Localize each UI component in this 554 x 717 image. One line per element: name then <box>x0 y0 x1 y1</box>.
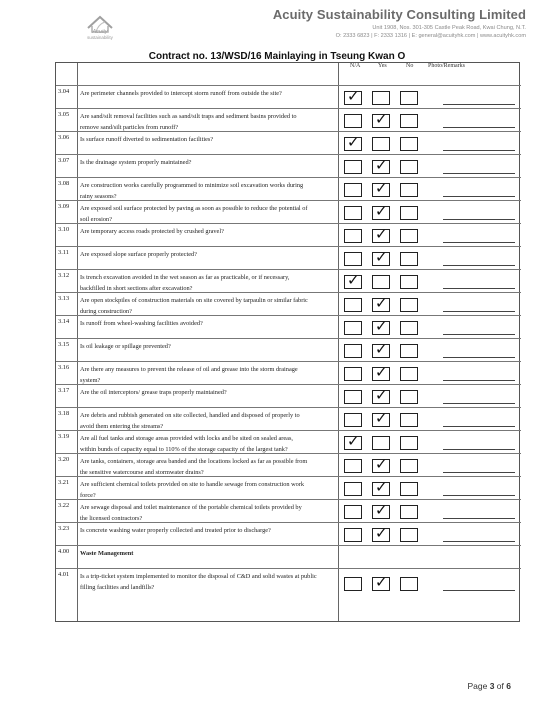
checklist-row <box>56 522 521 545</box>
checklist-row <box>56 568 521 597</box>
remarks-line[interactable] <box>443 219 515 220</box>
checkbox-no[interactable] <box>400 229 418 243</box>
item-number: 3.21 <box>58 479 70 486</box>
check-mark-icon: ✓ <box>375 340 388 358</box>
checklist-row <box>56 315 521 338</box>
checklist-row <box>56 430 521 453</box>
item-number: 3.22 <box>58 502 70 509</box>
remarks-line[interactable] <box>443 196 515 197</box>
remarks-line[interactable] <box>443 334 515 335</box>
checklist-row <box>56 223 521 246</box>
checklist-row <box>56 476 521 499</box>
checkbox-na[interactable] <box>344 252 362 266</box>
company-name: Acuity Sustainability Consulting Limited <box>272 7 526 22</box>
question-line: soil erosion? <box>80 216 113 223</box>
checkbox-yes[interactable] <box>372 436 390 450</box>
item-question <box>80 226 345 237</box>
checkbox-no[interactable] <box>400 183 418 197</box>
question-line: Is runoff from wheel-washing facilities avoided? <box>80 320 203 327</box>
page-current: 3 <box>489 681 495 691</box>
check-mark-icon: ✓ <box>375 179 388 197</box>
checkbox-yes[interactable] <box>372 275 390 289</box>
check-mark-icon: ✓ <box>375 455 388 473</box>
check-mark-icon: ✓ <box>375 110 388 128</box>
checkbox-na[interactable] <box>344 298 362 312</box>
item-question <box>80 272 345 294</box>
item-number: 3.23 <box>58 525 70 532</box>
question-line: Are tanks, containers, storage area banded and the locations locked as far as possible from <box>80 458 308 465</box>
question-line: Are the oil interceptors/ grease traps properly maintained? <box>80 389 227 396</box>
item-number: 3.05 <box>58 111 70 118</box>
checkbox-na[interactable] <box>344 133 362 151</box>
remarks-line[interactable] <box>443 288 515 289</box>
checklist-row <box>56 108 521 131</box>
checkbox-no[interactable] <box>400 482 418 496</box>
checklist-row <box>56 154 521 177</box>
question-line: the sensitive watercourse and stormwater drains? <box>80 469 204 476</box>
checkbox-na[interactable] <box>344 87 362 105</box>
checkbox-na[interactable] <box>344 367 362 381</box>
address-line-1: Unit 1908, Nos. 301-305 Castle Peak Road, Kwai Chung, N.T. <box>372 25 526 31</box>
item-number: 3.16 <box>58 364 70 371</box>
checkbox-no[interactable] <box>400 206 418 220</box>
question-line: Is a trip-ticket system implemented to monitor the disposal of C&D and solid wastes at public <box>80 573 317 580</box>
question-line: Are sufficient chemical toilets provided on site to handle sewage from construction work <box>80 481 305 488</box>
page-of-label: of <box>496 681 504 691</box>
question-line: Are sand/silt removal facilities such as sand/silt traps and sediment basins provided to <box>80 113 297 120</box>
check-mark-icon: ✓ <box>375 294 388 312</box>
checklist-row <box>56 246 521 269</box>
question-line: Is the drainage system properly maintained? <box>80 159 192 166</box>
question-line: during construction? <box>80 308 132 315</box>
check-mark-icon: ✓ <box>347 87 360 105</box>
checkbox-yes[interactable] <box>372 294 390 312</box>
checkbox-yes[interactable] <box>372 156 390 174</box>
item-question <box>80 387 345 398</box>
company-address <box>336 24 526 40</box>
remarks-line[interactable] <box>443 590 515 591</box>
letterhead <box>0 0 554 46</box>
item-number: 3.13 <box>58 295 70 302</box>
item-number: 3.20 <box>58 456 70 463</box>
checkbox-no[interactable] <box>400 252 418 266</box>
checkbox-yes[interactable] <box>372 478 390 496</box>
question-line: Are sewage disposal and toilet maintenance of the portable chemical toilets provided by <box>80 504 302 511</box>
question-line: filling facilities and landfills? <box>80 584 155 591</box>
check-mark-icon: ✓ <box>347 432 360 450</box>
checkbox-na[interactable] <box>344 344 362 358</box>
item-question <box>80 571 345 593</box>
page-total: 6 <box>506 681 511 691</box>
checkbox-no[interactable] <box>400 344 418 358</box>
address-line-2: O: 2333 6823 | F: 2333 1316 | E: general@acuityhk.com | www.acuityhk.com <box>335 33 526 39</box>
checkbox-no[interactable] <box>400 367 418 381</box>
checkbox-na[interactable] <box>344 432 362 450</box>
column-header-remarks: Photo/Remarks <box>428 63 465 69</box>
question-line: Waste Management <box>80 550 134 557</box>
item-question <box>80 479 345 501</box>
item-question <box>80 249 345 260</box>
checkbox-yes[interactable] <box>372 386 390 404</box>
remarks-line[interactable] <box>443 357 515 358</box>
checkbox-no[interactable] <box>400 275 418 289</box>
checkbox-no[interactable] <box>400 459 418 473</box>
checkbox-na[interactable] <box>344 390 362 404</box>
checkbox-no[interactable] <box>400 91 418 105</box>
item-number: 3.14 <box>58 318 70 325</box>
checkbox-no[interactable] <box>400 436 418 450</box>
item-question <box>80 456 345 478</box>
remarks-line[interactable] <box>443 541 515 542</box>
item-number: 3.09 <box>58 203 70 210</box>
checkbox-na[interactable] <box>344 321 362 335</box>
checkbox-yes[interactable] <box>372 179 390 197</box>
item-question <box>80 525 345 536</box>
item-number: 3.11 <box>58 249 69 256</box>
remarks-line[interactable] <box>443 150 515 151</box>
checkbox-no[interactable] <box>400 298 418 312</box>
section-heading <box>80 548 345 559</box>
question-line: rainy seasons? <box>80 193 117 200</box>
checkbox-na[interactable] <box>344 271 362 289</box>
checklist-row <box>56 85 521 108</box>
item-question <box>80 203 345 225</box>
checkbox-yes[interactable] <box>372 137 390 151</box>
checkbox-yes[interactable] <box>372 340 390 358</box>
check-mark-icon: ✓ <box>375 202 388 220</box>
item-question <box>80 180 345 202</box>
remarks-line[interactable] <box>443 104 515 105</box>
logo-text <box>78 30 122 40</box>
check-mark-icon: ✓ <box>375 317 388 335</box>
remarks-line[interactable] <box>443 242 515 243</box>
checkbox-na[interactable] <box>344 528 362 542</box>
checkbox-no[interactable] <box>400 321 418 335</box>
checkbox-na[interactable] <box>344 206 362 220</box>
remarks-line[interactable] <box>443 403 515 404</box>
logo-subtext: sustainability <box>87 35 113 40</box>
remarks-line[interactable] <box>443 426 515 427</box>
checkbox-yes[interactable] <box>372 202 390 220</box>
question-line: Are perimeter channels provided to intercept storm runoff from outside the site? <box>80 90 282 97</box>
item-question <box>80 502 345 524</box>
checklist-row <box>56 131 521 154</box>
item-question <box>80 341 345 352</box>
page-label: Page <box>467 681 488 691</box>
remarks-line[interactable] <box>443 311 515 312</box>
question-line: Is trench excavation avoided in the wet season as far as practicable, or if necessary, <box>80 274 290 281</box>
question-line: Are exposed soil surface protected by paving as soon as possible to reduce the potential of <box>80 205 308 212</box>
check-mark-icon: ✓ <box>375 386 388 404</box>
column-header-na: N/A <box>350 63 361 69</box>
check-mark-icon: ✓ <box>375 156 388 174</box>
checkbox-yes[interactable] <box>372 524 390 542</box>
check-mark-icon: ✓ <box>375 524 388 542</box>
question-line: Are construction works carefully programmed to minimize soil excavation works during <box>80 182 304 189</box>
item-question <box>80 433 345 455</box>
checklist-row <box>56 338 521 361</box>
checkbox-na[interactable] <box>344 413 362 427</box>
checkbox-yes[interactable] <box>372 455 390 473</box>
check-mark-icon: ✓ <box>375 573 388 591</box>
checkbox-yes[interactable] <box>372 248 390 266</box>
remarks-line[interactable] <box>443 495 515 496</box>
item-question <box>80 318 345 329</box>
question-line: Is concrete washing water properly collected and treated prior to discharge? <box>80 527 271 534</box>
item-question <box>80 88 345 99</box>
remarks-line[interactable] <box>443 173 515 174</box>
column-header-yes: Yes <box>378 63 387 69</box>
question-line: backfilled in short sections after excavation? <box>80 285 193 292</box>
checkbox-na[interactable] <box>344 459 362 473</box>
checkbox-na[interactable] <box>344 229 362 243</box>
page-number <box>467 681 511 691</box>
checkbox-no[interactable] <box>400 114 418 128</box>
question-line: Is surface runoff diverted to sedimentation facilities? <box>80 136 214 143</box>
question-line: Are open stockpiles of construction materials on site covered by tarpaulin or similar fabric <box>80 297 308 304</box>
item-number: 3.08 <box>58 180 70 187</box>
question-line: Are temporary access roads protected by crushed gravel? <box>80 228 224 235</box>
item-question <box>80 157 345 168</box>
checkbox-na[interactable] <box>344 183 362 197</box>
checkbox-no[interactable] <box>400 413 418 427</box>
checkbox-na[interactable] <box>344 114 362 128</box>
item-number: 3.12 <box>58 272 70 279</box>
item-number: 3.10 <box>58 226 70 233</box>
item-number: 3.06 <box>58 134 70 141</box>
question-line: Is oil leakage or spillage prevented? <box>80 343 171 350</box>
checklist-row <box>56 361 521 384</box>
checkbox-yes[interactable] <box>372 501 390 519</box>
logo-name: Acuity <box>92 29 108 35</box>
item-question <box>80 295 345 317</box>
item-question <box>80 111 345 133</box>
remarks-line[interactable] <box>443 449 515 450</box>
item-number: 3.19 <box>58 433 70 440</box>
checkbox-yes[interactable] <box>372 317 390 335</box>
checklist-row <box>56 407 521 430</box>
remarks-line[interactable] <box>443 265 515 266</box>
remarks-line[interactable] <box>443 472 515 473</box>
check-mark-icon: ✓ <box>375 248 388 266</box>
question-line: remove sand/silt particles from runoff? <box>80 124 179 131</box>
item-number: 3.18 <box>58 410 70 417</box>
check-mark-icon: ✓ <box>375 501 388 519</box>
contract-title: Contract no. 13/WSD/16 Mainlaying in Tseung Kwan O <box>148 51 406 62</box>
check-mark-icon: ✓ <box>375 478 388 496</box>
checkbox-no[interactable] <box>400 137 418 151</box>
checklist-row <box>56 200 521 223</box>
question-line: within bunds of capacity equal to 110% of the storage capacity of the largest tank? <box>80 446 288 453</box>
question-line: Are debris and rubbish generated on site collected, handled and disposed of properly to <box>80 412 300 419</box>
remarks-line[interactable] <box>443 518 515 519</box>
checklist-row <box>56 269 521 292</box>
checklist-row <box>56 384 521 407</box>
checkbox-na[interactable] <box>344 160 362 174</box>
checkbox-no[interactable] <box>400 577 418 591</box>
check-mark-icon: ✓ <box>375 409 388 427</box>
checklist-row <box>56 292 521 315</box>
checkbox-no[interactable] <box>400 160 418 174</box>
item-question <box>80 134 345 145</box>
question-line: Are all fuel tanks and storage areas provided with locks and be sited on sealed areas, <box>80 435 293 442</box>
item-number: 4.01 <box>58 571 70 578</box>
item-number: 3.17 <box>58 387 70 394</box>
checkbox-no[interactable] <box>400 505 418 519</box>
question-line: the licensed contractors? <box>80 515 143 522</box>
item-number: 3.07 <box>58 157 70 164</box>
remarks-line[interactable] <box>443 127 515 128</box>
checklist-row <box>56 177 521 200</box>
item-question <box>80 410 345 432</box>
check-mark-icon: ✓ <box>375 363 388 381</box>
checkbox-yes[interactable] <box>372 409 390 427</box>
column-header-no: No <box>406 63 414 69</box>
checkbox-na[interactable] <box>344 482 362 496</box>
question-line: force? <box>80 492 96 499</box>
question-line: avoid them entering the streams? <box>80 423 164 430</box>
item-number: 4.00 <box>58 548 70 555</box>
checkbox-no[interactable] <box>400 528 418 542</box>
check-mark-icon: ✓ <box>347 133 360 151</box>
check-mark-icon: ✓ <box>375 225 388 243</box>
checkbox-yes[interactable] <box>372 573 390 591</box>
item-question <box>80 364 345 386</box>
check-mark-icon: ✓ <box>347 271 360 289</box>
checkbox-yes[interactable] <box>372 225 390 243</box>
checkbox-na[interactable] <box>344 505 362 519</box>
checklist-row <box>56 453 521 476</box>
question-line: Are there any measures to prevent the release of oil and grease into the storm drainage <box>80 366 298 373</box>
checklist-table <box>55 62 520 622</box>
question-line: system? <box>80 377 101 384</box>
checkbox-na[interactable] <box>344 577 362 591</box>
checklist-row <box>56 545 521 568</box>
checklist-row <box>56 499 521 522</box>
checkbox-yes[interactable] <box>372 91 390 105</box>
checkbox-no[interactable] <box>400 390 418 404</box>
question-line: Are exposed slope surface properly protected? <box>80 251 197 258</box>
item-number: 3.04 <box>58 88 70 95</box>
item-number: 3.15 <box>58 341 70 348</box>
remarks-line[interactable] <box>443 380 515 381</box>
checkbox-yes[interactable] <box>372 110 390 128</box>
checkbox-yes[interactable] <box>372 363 390 381</box>
